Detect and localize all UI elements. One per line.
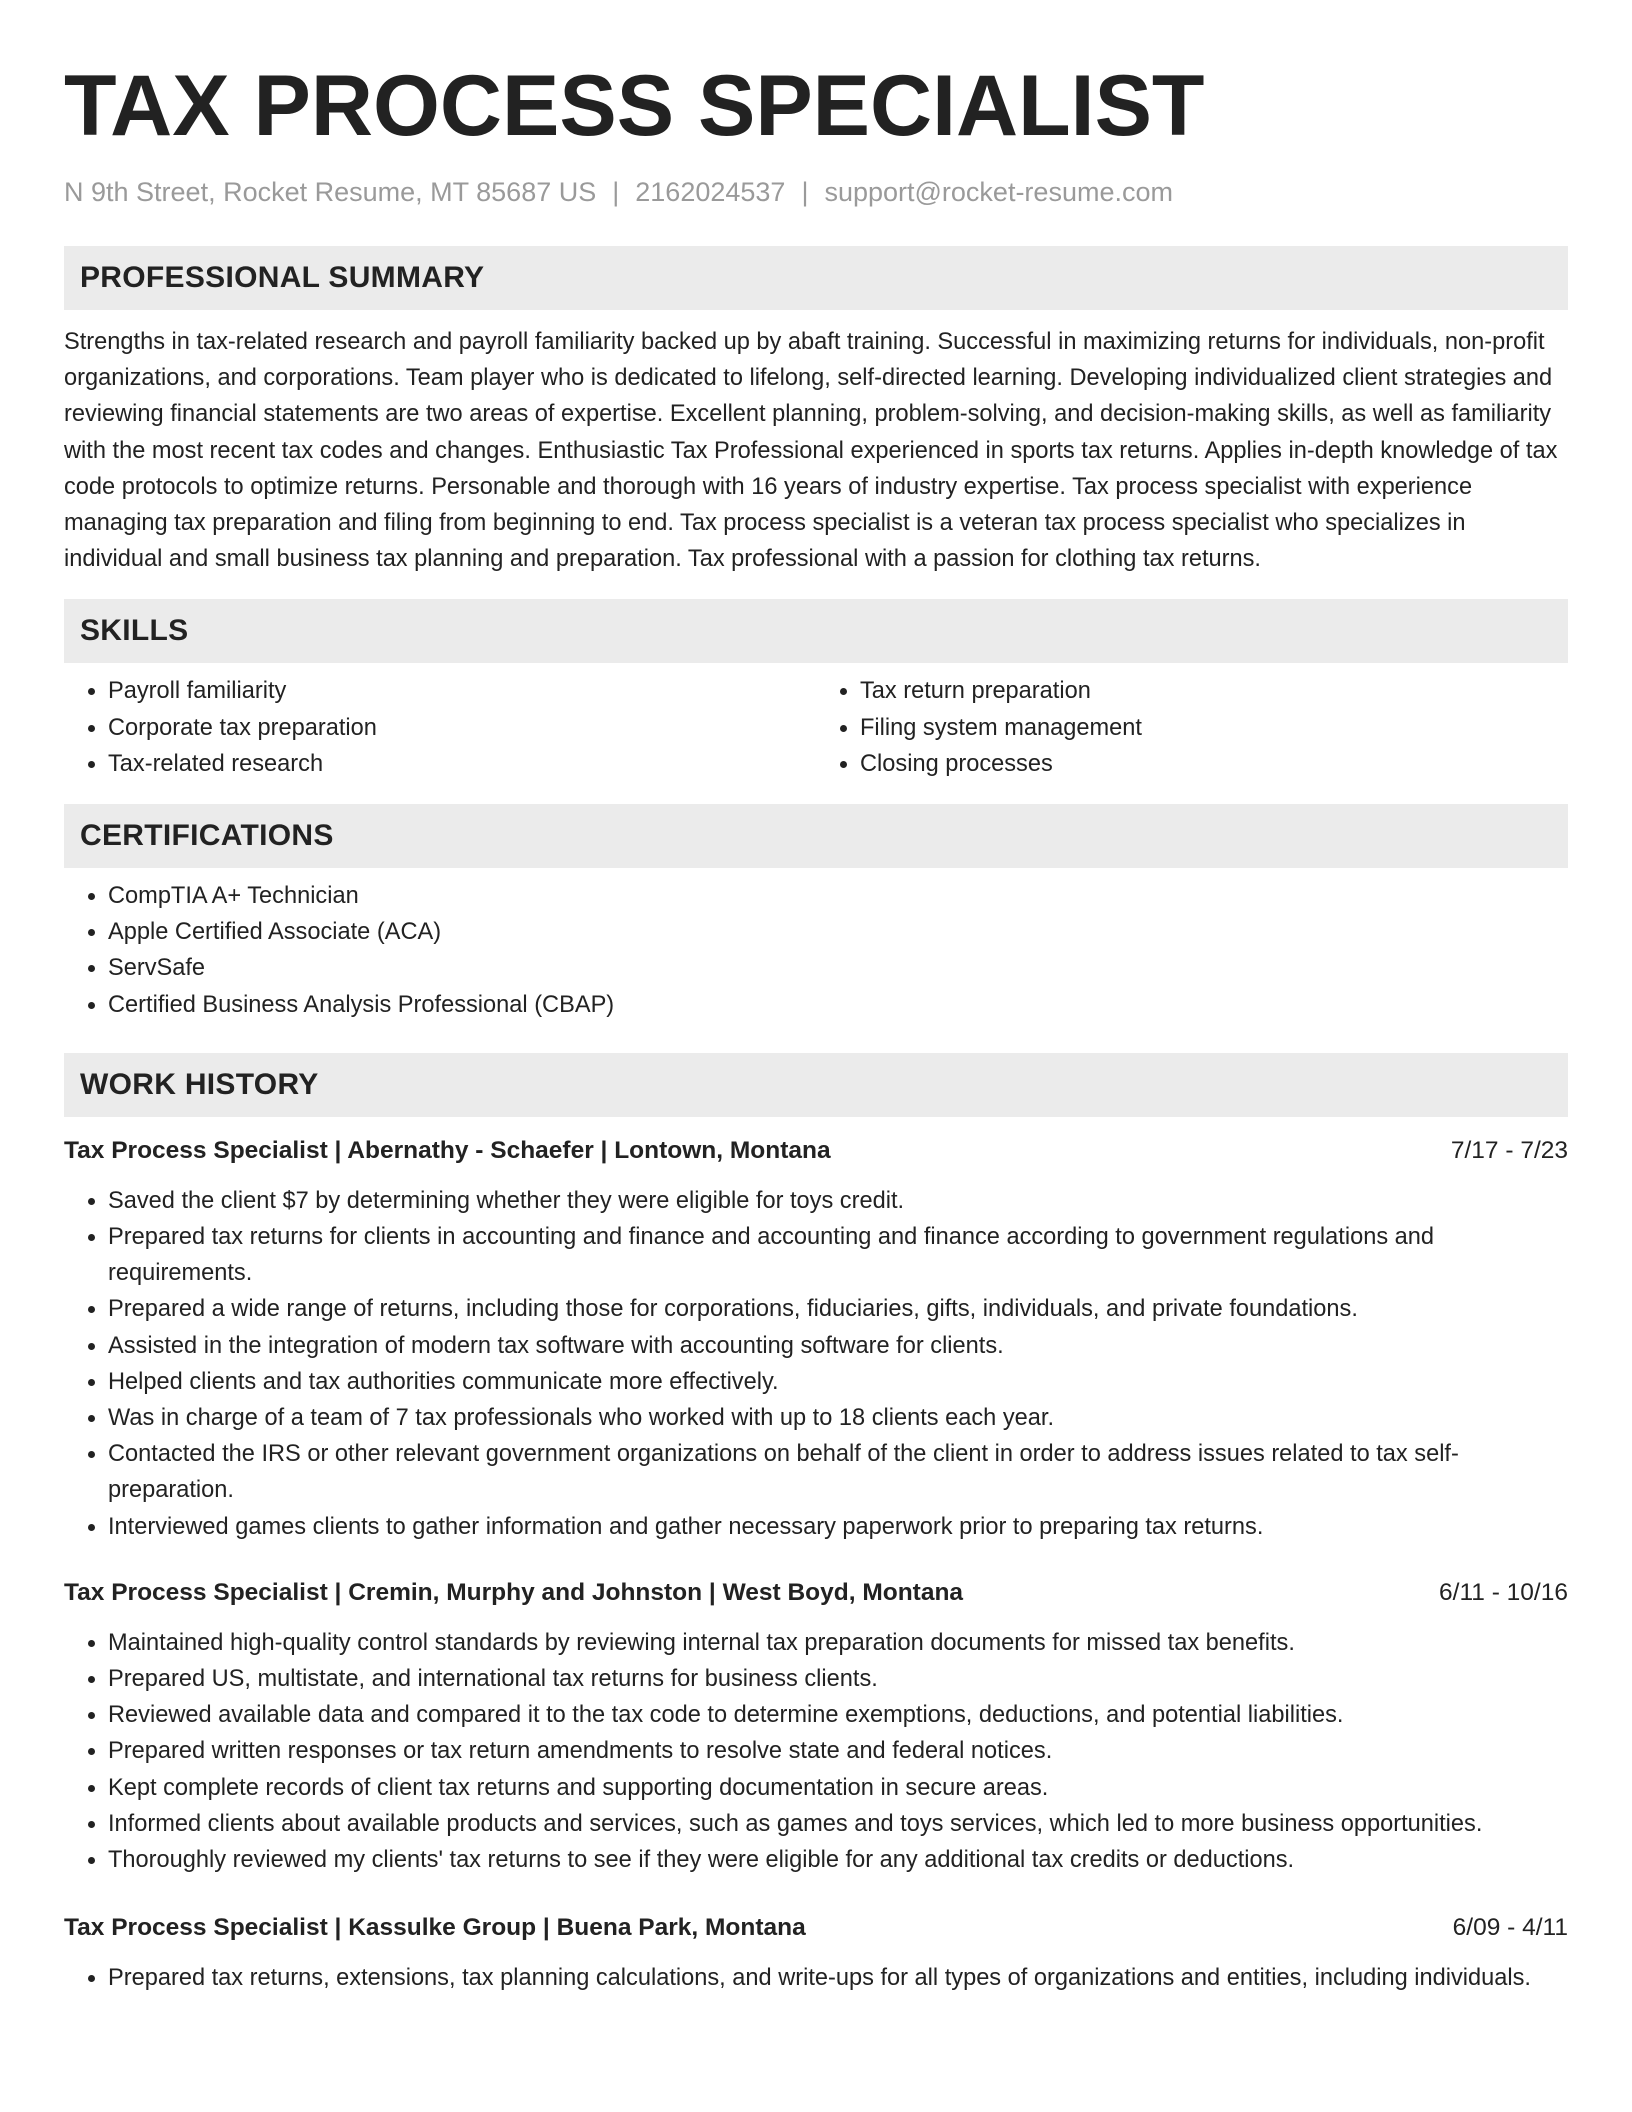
job-title: Tax Process Specialist | Cremin, Murphy and Johnston | West Boyd, Montana: [64, 1578, 964, 1606]
page-title: TAX PROCESS SPECIALIST: [64, 58, 1205, 154]
skill-item: • Tax return preparation: [860, 673, 1568, 709]
skill-item: • Corporate tax preparation: [108, 710, 816, 746]
skills-list: [64, 663, 1568, 782]
summary-text: Strengths in tax-related research and payroll familiarity backed up by abaft training. Successful in maximizing returns for individuals, non-profit organizations, and corporations. Team player who is dedicated to lifelong, self-directed learning. Developing individualized client strategies and reviewing financial statements are two areas of expertise. Excellent planning, problem-solving, and decision-making skills, as well as familiarity with the most recent tax codes and changes. Enthusiastic Tax Professional experienced in sports tax returns. Applies in-depth knowledge of tax code protocols to optimize returns. Personable and thorough with 16 years of industry expertise. Tax process specialist with experience managing tax preparation and filing from beginning to end. Tax process specialist is a veteran tax process specialist who specializes in individual and small business tax planning and preparation. Tax professional with a passion for clothing tax returns.: [64, 329, 1558, 573]
skill-item: • Filing system management: [860, 710, 1568, 746]
address: N 9th Street, Rocket Resume, MT 85687 US: [64, 177, 597, 207]
certification-item: • CompTIA A+ Technician: [108, 878, 1568, 914]
job-bullet: • Maintained high-quality control standards by reviewing internal tax preparation documents for missed tax benefits.: [108, 1625, 1568, 1661]
job-bullets: [64, 1960, 1568, 1996]
certifications-list: [64, 878, 1568, 1023]
job-bullet: • Kept complete records of client tax returns and supporting documentation in secure areas.: [108, 1770, 1568, 1806]
summary-heading: PROFESSIONAL SUMMARY: [64, 246, 1568, 310]
job-bullet: • Helped clients and tax authorities communicate more effectively.: [108, 1364, 1568, 1400]
job-bullet: • Prepared written responses or tax return amendments to resolve state and federal notices.: [108, 1733, 1568, 1769]
job-header: [64, 1133, 1568, 1169]
phone: 2162024537: [635, 177, 786, 207]
job-bullets: [64, 1625, 1568, 1878]
job-header: [64, 1910, 1568, 1946]
skill-item: • Payroll familiarity: [108, 673, 816, 709]
job-header: [64, 1575, 1568, 1611]
job-bullet: • Thoroughly reviewed my clients' tax returns to see if they were eligible for any additional tax credits or deductions.: [108, 1842, 1568, 1878]
skills-column-left: [64, 673, 816, 782]
contact-separator: |: [801, 177, 809, 207]
job-bullets: [64, 1183, 1568, 1545]
certification-item: • Certified Business Analysis Professional (CBAP): [108, 987, 1568, 1023]
job-dates: 6/09 - 4/11: [1452, 1914, 1568, 1942]
certifications-heading: CERTIFICATIONS: [64, 804, 1568, 868]
job-bullet: • Assisted in the integration of modern tax software with accounting software for clients.: [108, 1328, 1568, 1364]
job-dates: 6/11 - 10/16: [1439, 1578, 1568, 1606]
skills-column-right: [816, 673, 1568, 782]
job-dates: 7/17 - 7/23: [1450, 1136, 1568, 1164]
job-bullet: • Interviewed games clients to gather information and gather necessary paperwork prior to preparing tax returns.: [108, 1509, 1568, 1545]
job-bullet: • Contacted the IRS or other relevant government organizations on behalf of the client in order to address issues related to tax self-preparation.: [108, 1436, 1568, 1508]
job-title: Tax Process Specialist | Kassulke Group | Buena Park, Montana: [64, 1914, 806, 1942]
skills-heading: SKILLS: [64, 599, 1568, 663]
certification-item: • Apple Certified Associate (ACA): [108, 914, 1568, 950]
job-bullet: • Was in charge of a team of 7 tax professionals who worked with up to 18 clients each year.: [108, 1400, 1568, 1436]
job-bullet: • Prepared US, multistate, and international tax returns for business clients.: [108, 1661, 1568, 1697]
job-bullet: • Prepared tax returns, extensions, tax planning calculations, and write-ups for all types of organizations and entities, including individuals.: [108, 1960, 1568, 1996]
contact-separator: |: [612, 177, 620, 207]
skill-item: • Closing processes: [860, 746, 1568, 782]
skill-item: • Tax-related research: [108, 746, 816, 782]
job-bullet: • Informed clients about available products and services, such as games and toys services, which led to more business opportunities.: [108, 1806, 1568, 1842]
email: support@rocket-resume.com: [824, 177, 1173, 207]
job-title: Tax Process Specialist | Abernathy - Schaefer | Lontown, Montana: [64, 1136, 831, 1164]
job-bullet: • Saved the client $7 by determining whether they were eligible for toys credit.: [108, 1183, 1568, 1219]
job-bullet: • Prepared tax returns for clients in accounting and finance and accounting and finance according to government regulations and requirements.: [108, 1219, 1568, 1291]
work-history-heading: WORK HISTORY: [64, 1053, 1568, 1117]
job-bullet: • Prepared a wide range of returns, including those for corporations, fiduciaries, gifts, individuals, and private foundations.: [108, 1291, 1568, 1327]
contact-line: [64, 176, 1568, 208]
certification-item: • ServSafe: [108, 950, 1568, 986]
job-bullet: • Reviewed available data and compared it to the tax code to determine exemptions, deductions, and potential liabilities.: [108, 1697, 1568, 1733]
